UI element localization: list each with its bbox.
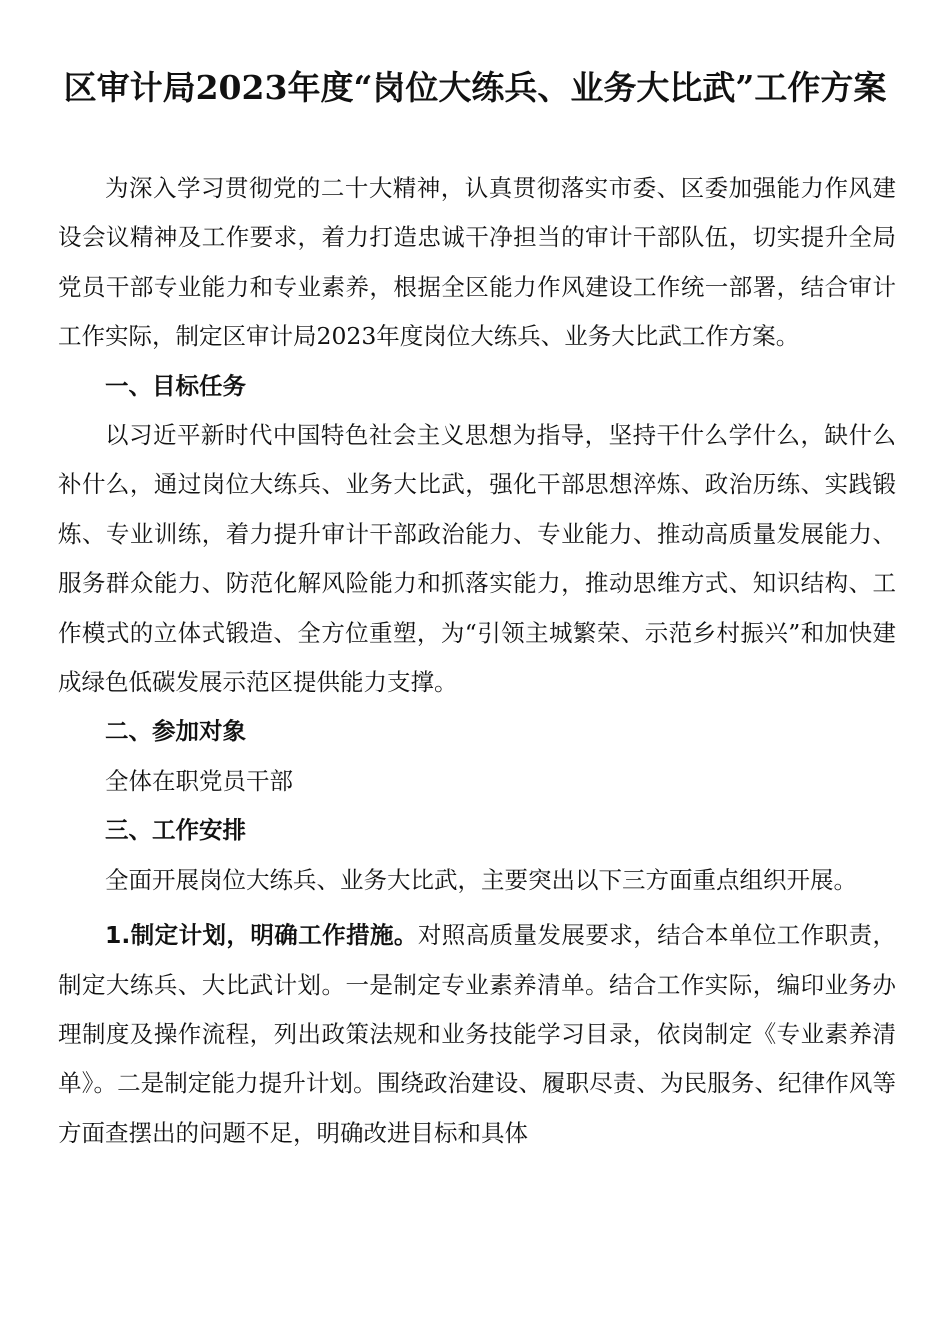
- section-text-participants: 全体在职党员干部: [105, 766, 293, 795]
- document-body: [58, 164, 896, 1158]
- item-1-paragraph: [58, 911, 896, 1158]
- item-1-lead: 1.制定计划，明确工作措施。: [105, 921, 418, 950]
- section-text-arrangement: 全面开展岗位大练兵、业务大比武，主要突出以下三方面重点组织开展。: [105, 865, 857, 894]
- item-1-text: 对照高质量发展要求，结合本单位工作职责，制定大练兵、大比武计划。一是制定专业素养清单。结合工作实际，编印业务办理制度及操作流程，列出政策法规和业务技能学习目录，依岗制定《专业素养清单》。二是制定能力提升计划。围绕政治建设、履职尽责、为民服务、纪律作风等方面查摆出的问题不足，明确改进目标和具体: [58, 921, 897, 1147]
- section-text-goals: 以习近平新时代中国特色社会主义思想为指导，坚持干什么学什么，缺什么补什么，通过岗位大练兵、业务大比武，强化干部思想淬炼、政治历练、实践锻炼、专业训练，着力提升审计干部政治能力、专业能力、推动高质量发展能力、服务群众能力、防范化解风险能力和抓落实能力，推动思维方式、知识结构、工作模式的立体式锻造、全方位重塑，为“引领主城繁荣、示范乡村振兴”和加快建成绿色低碳发展示范区提供能力支撑。: [58, 421, 896, 697]
- section-heading-arrangement: 三、工作安排: [105, 816, 246, 845]
- section-heading-participants: 二、参加对象: [105, 717, 246, 746]
- document-title: 区审计局2023年度“岗位大练兵、业务大比武”工作方案: [63, 68, 887, 107]
- section-heading-goals: 一、目标任务: [105, 371, 246, 400]
- intro-paragraph: 为深入学习贯彻党的二十大精神，认真贯彻落实市委、区委加强能力作风建设会议精神及工作要求，着力打造忠诚干净担当的审计干部队伍，切实提升全局党员干部专业能力和专业素养，根据全区能力作风建设工作统一部署，结合审计工作实际，制定区审计局2023年度岗位大练兵、业务大比武工作方案。: [58, 174, 896, 351]
